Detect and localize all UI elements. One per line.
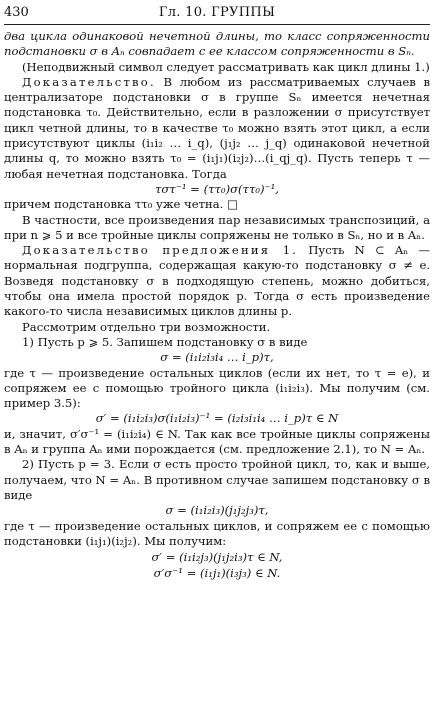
paragraph-text: и, значит, σ′σ⁻¹ = (i₁i₂i₄) ∈ N. Так как все тройные циклы сопряжены в Aₙ и группа Aₙ ими порождается (см. предложение 2.1), то N = Aₙ. [4,426,430,457]
formula [4,503,430,518]
paragraph [4,457,430,503]
paragraph [4,197,430,212]
paragraph-text: 1) Пусть p ⩾ 5. Запишем подстановку σ в виде [22,334,308,349]
paragraph [4,213,430,244]
page-body [4,29,430,583]
paragraph [4,519,430,550]
paragraph [4,29,430,60]
paragraph [4,427,430,458]
paragraph-text: (Неподвижный символ следует рассматривать как цикл длины 1.) [22,59,430,74]
chapter-title: Гл. 10. ГРУППЫ [158,5,276,20]
paragraph-text: σ′ = (i₁i₂j₃)(j₁j₂i₃)τ ∈ N, [151,550,283,565]
paragraph-text: σ′σ⁻¹ = (i₁j₁)(i₃j₃) ∈ N. [153,566,281,581]
formula [4,550,430,565]
paragraph-text: τστ⁻¹ = (ττ₀)σ(ττ₀)⁻¹, [154,181,279,196]
paragraph-text: два цикла одинаковой нечетной длины, то класс сопряженности подстановки σ в Aₙ совпадает с ее классом сопряженности в Sₙ. [4,29,430,59]
paragraph [4,366,430,412]
paragraph-text: σ = (i₁i₂i₃i₄ … i_p)τ, [160,350,274,365]
paragraph-text: Рассмотрим отдельно три возможности. [22,319,271,334]
formula [4,566,430,581]
running-header [4,5,430,22]
paragraph-text: 2) Пусть p = 3. Если σ есть просто тройной цикл, то, как и выше, получаем, что N = Aₙ. В противном случае запишем подстановку σ в виде [4,457,430,502]
page-number: 430 [4,5,29,20]
paragraph-text: причем подстановка ττ₀ уже четна. □ [4,197,238,212]
paragraph [4,60,430,75]
header-rule [4,24,430,25]
paragraph-text: где τ — произведение остальных циклов, и сопряжем ее с помощью подстановки (i₁j₁)(i₂j₂). Мы получим: [4,518,430,548]
formula [4,411,430,426]
paragraph-text: σ′ = (i₁i₂i₃)σ(i₁i₂i₃)⁻¹ = (i₂i₃i₁i₄ … i_p)τ ∈ N [95,411,339,426]
paragraph [4,335,430,350]
paragraph-text: σ = (i₁i₂i₃)(j₁j₂j₃)τ, [165,503,269,518]
proof-heading: Доказательство предложения 1. [22,243,299,258]
paragraph [4,75,430,182]
paragraph [4,243,430,319]
paragraph-text: В частности, все произведения пар независимых транспозиций, а при n ⩾ 5 и все тройные циклы сопряжены не только в Sₙ, но и в Aₙ. [4,212,430,242]
formula [4,182,430,197]
paragraph-text: В любом из рассматриваемых случаев в централизаторе подстановки σ в группе Sₙ имеется нечетная подстановка τ₀. Действительно, если в разложении σ присутствует цикл четной длины, то в качестве τ₀ можно взять этот цикл, а если присутствуют циклы (i₁i₂ … i_q), (j₁j₂ … j_q) одинаковой нечетной длины q, то можно взять τ₀ = (i₁j₁)(i₂j₂)…(i_qj_q). Пусть теперь τ — любая нечетная подстановка. Тогда [4,74,430,181]
paragraph-text: Пусть N ⊂ Aₙ — нормальная подгруппа, содержащая какую-то подстановку σ ≠ e. Возведя подстановку σ в подходящую степень, можно добиться, чтобы она имела простой порядок p. Тогда σ есть произведение какого-то числа независимых циклов длины p. [4,243,430,319]
formula [4,350,430,365]
proof-heading: Доказательство. [22,74,156,89]
paragraph [4,320,430,335]
paragraph-text: где τ — произведение остальных циклов (если их нет, то τ = e), и сопряжем ее с помощью тройного цикла (i₁i₂i₃). Мы получим (см. пример 3.5): [4,365,430,411]
